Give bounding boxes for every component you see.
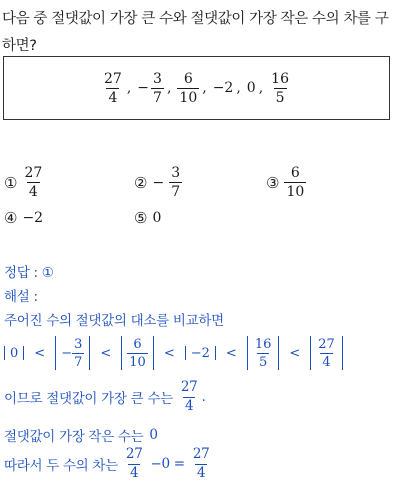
numerator: 16	[254, 336, 272, 352]
term-minus-2: −2	[190, 345, 210, 361]
numerator: 6	[290, 165, 300, 181]
abs-bar	[23, 346, 24, 360]
line-text: 이므로 절댓값이 가장 큰 수는	[4, 391, 173, 407]
choice-4[interactable]	[4, 209, 43, 227]
comma: ,	[166, 80, 172, 96]
choice-mark: ②	[134, 173, 148, 192]
explanation-line-3	[4, 381, 205, 413]
explanation-line-4	[4, 425, 158, 445]
abs-bar	[4, 346, 5, 360]
number-minus-2: −2	[212, 80, 234, 96]
fraction-27-4	[124, 448, 145, 480]
denominator: 4	[130, 464, 139, 481]
abs-bar	[342, 336, 343, 370]
fraction-16-5	[253, 338, 274, 369]
fraction-27-4	[316, 338, 337, 369]
denominator: 4	[322, 354, 331, 370]
abs-bar	[89, 336, 90, 370]
numerator: 6	[183, 70, 193, 87]
line-text: 따라서 두 수의 차는	[4, 458, 118, 474]
fraction-16-5	[269, 72, 291, 105]
denominator: 7	[171, 184, 181, 200]
numerator: 27	[24, 165, 43, 181]
choice-mark: ③	[266, 173, 280, 192]
choice-fraction	[169, 166, 182, 199]
choice-1[interactable]	[4, 166, 44, 199]
less-than: <	[163, 345, 175, 361]
less-than: <	[34, 345, 46, 361]
explanation-line-5	[4, 448, 211, 480]
minus-sign: −	[137, 80, 150, 96]
numerator: 27	[125, 446, 143, 462]
numerator: 27	[318, 336, 335, 352]
fraction-27-4-result	[191, 448, 212, 480]
choice-mark: ⑤	[134, 209, 148, 227]
denominator: 7	[74, 354, 83, 370]
abs-bar	[55, 336, 56, 370]
choice-3[interactable]	[266, 166, 306, 199]
denominator: 4	[196, 464, 206, 481]
choice-5[interactable]	[134, 209, 161, 227]
less-than: <	[289, 345, 301, 361]
abs-bar	[247, 336, 248, 370]
minus-zero-equals: −0 =	[150, 456, 185, 472]
minus-sign: −	[152, 174, 165, 191]
abs-bar	[153, 336, 154, 370]
denominator: 4	[185, 397, 194, 414]
denominator: 4	[28, 184, 38, 200]
fraction-27-4	[179, 381, 200, 413]
denominator: 7	[153, 89, 162, 106]
denominator: 4	[108, 89, 118, 106]
explanation-line-1: 주어진 수의 절댓값의 대소를 비교하면	[4, 313, 224, 329]
numerator: 27	[180, 379, 198, 395]
choice-mark: ④	[4, 209, 18, 227]
choice-value: 0	[152, 210, 162, 226]
less-than: <	[100, 345, 112, 361]
abs-bar	[215, 346, 216, 360]
choice-fraction	[284, 166, 306, 199]
denominator: 10	[286, 184, 305, 200]
choice-2[interactable]	[134, 166, 182, 199]
less-than: <	[225, 345, 237, 361]
answer-line: 정답 : ①	[4, 265, 54, 281]
absolute-value-inequality	[4, 336, 348, 370]
abs-bar	[310, 336, 311, 370]
abs-bar	[121, 336, 122, 370]
term-zero: 0	[10, 345, 19, 361]
numerator: 27	[104, 70, 122, 87]
comma: ,	[126, 80, 132, 96]
numerator: 27	[192, 446, 210, 462]
line-text: 절댓값이 가장 작은 수는	[4, 429, 144, 445]
number-zero: 0	[246, 80, 256, 96]
abs-bar	[185, 346, 186, 360]
question-text: 다음 중 절댓값이 가장 큰 수와 절댓값이 가장 작은 수의 차를 구하면?	[2, 11, 389, 54]
fraction-6-10	[127, 338, 148, 369]
fraction-27-4	[102, 72, 124, 105]
numerator: 3	[153, 70, 162, 87]
choice-fraction	[22, 166, 44, 199]
comma: ,	[236, 80, 241, 96]
denominator: 10	[129, 354, 146, 370]
comma: ,	[202, 80, 207, 96]
min-value: 0	[149, 427, 158, 443]
denominator: 5	[258, 354, 268, 370]
numerator: 16	[271, 70, 289, 87]
minus-sign: −	[61, 345, 73, 361]
numerator: 3	[74, 336, 83, 352]
comma: ,	[258, 80, 264, 96]
abs-bar	[278, 336, 279, 370]
numbers-box	[3, 56, 390, 120]
fraction-3-7	[151, 72, 164, 105]
denominator: 10	[179, 89, 198, 106]
fraction-3-7	[72, 338, 84, 369]
denominator: 5	[275, 89, 285, 106]
numerator: 6	[133, 336, 142, 352]
fraction-6-10	[177, 72, 199, 105]
choice-mark: ①	[4, 173, 18, 192]
numerator: 3	[171, 165, 181, 181]
explanation-label: 해설 :	[4, 289, 38, 305]
period: .	[201, 389, 206, 405]
choice-value: −2	[22, 210, 44, 226]
